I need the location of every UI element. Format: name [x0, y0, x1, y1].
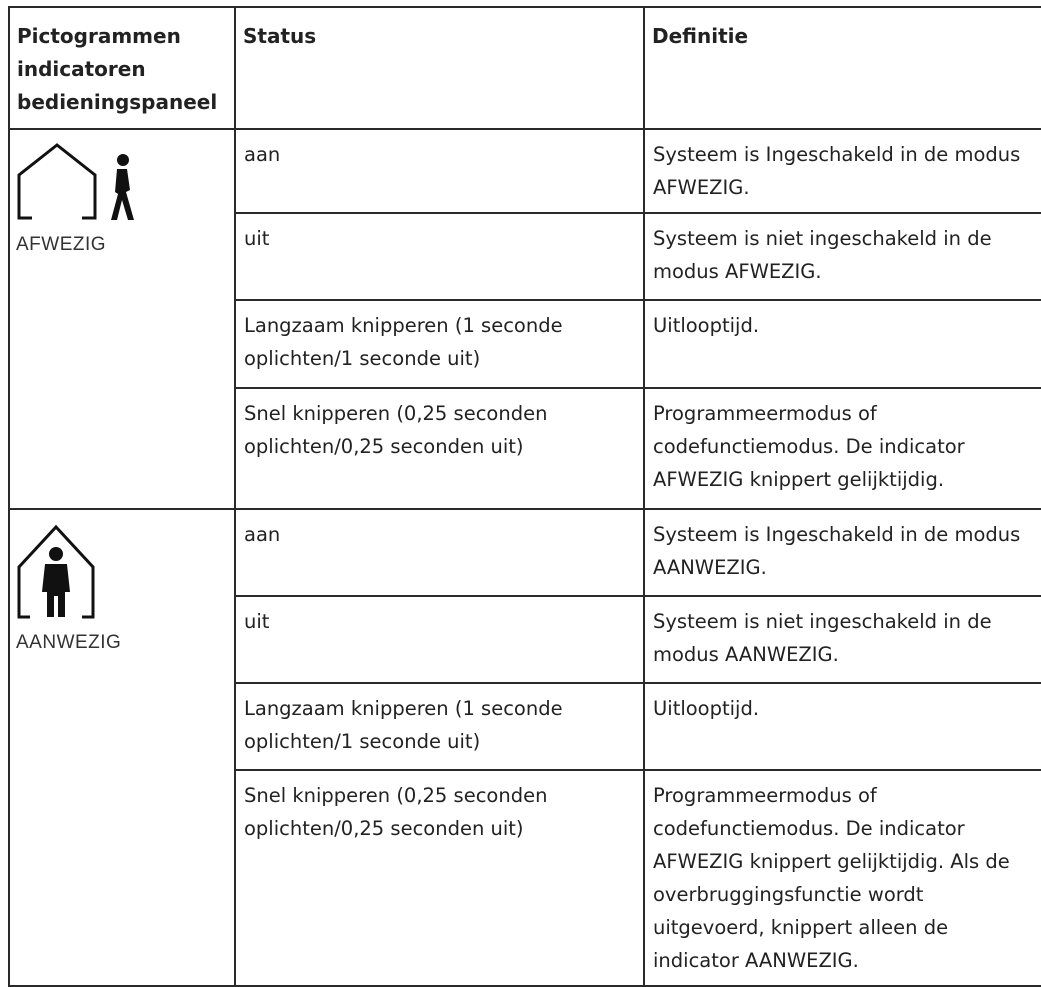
definition-cell: Programmeermodus of codefunctiemodus. De indicator AFWEZIG knippert gelijktijdig. — [644, 388, 1041, 509]
status-cell: Langzaam knipperen (1 seconde oplichten/1 seconde uit) — [235, 683, 644, 770]
away-house-walking-person-icon — [16, 142, 146, 224]
status-cell: uit — [235, 596, 644, 683]
header-icon: Pictogrammen indicatoren bedieningspaneel — [9, 7, 235, 129]
definition-cell: Programmeermodus of codefunctiemodus. De indicator AFWEZIG knippert gelijktijdig. Als de overbruggingsfunctie wordt uitgevoerd, knippert alleen de indicator AANWEZIG. — [644, 770, 1041, 986]
header-definition: Definitie — [644, 7, 1041, 129]
definition-cell: Systeem is niet ingeschakeld in de modus AFWEZIG. — [644, 213, 1041, 300]
definition-cell: Systeem is niet ingeschakeld in de modus AANWEZIG. — [644, 596, 1041, 683]
icon-label-home: AANWEZIG — [16, 632, 122, 653]
icon-cell-away — [9, 129, 235, 509]
home-house-person-inside-icon — [16, 522, 106, 622]
icon-label-away: AFWEZIG — [16, 234, 107, 255]
status-cell: Snel knipperen (0,25 seconden oplichten/0,25 seconden uit) — [235, 388, 644, 509]
table-header-row — [9, 7, 1041, 129]
header-status: Status — [235, 7, 644, 129]
definition-cell: Systeem is Ingeschakeld in de modus AANWEZIG. — [644, 509, 1041, 596]
icon-cell-home — [9, 509, 235, 986]
status-cell: aan — [235, 509, 644, 596]
status-cell: aan — [235, 129, 644, 213]
status-cell: Snel knipperen (0,25 seconden oplichten/0,25 seconden uit) — [235, 770, 644, 986]
table-row — [9, 129, 1041, 213]
table-row — [9, 509, 1041, 596]
status-cell: uit — [235, 213, 644, 300]
definition-cell: Systeem is Ingeschakeld in de modus AFWEZIG. — [644, 129, 1041, 213]
definition-cell: Uitlooptijd. — [644, 683, 1041, 770]
definition-cell: Uitlooptijd. — [644, 300, 1041, 388]
indicator-table — [8, 6, 1041, 987]
status-cell: Langzaam knipperen (1 seconde oplichten/1 seconde uit) — [235, 300, 644, 388]
